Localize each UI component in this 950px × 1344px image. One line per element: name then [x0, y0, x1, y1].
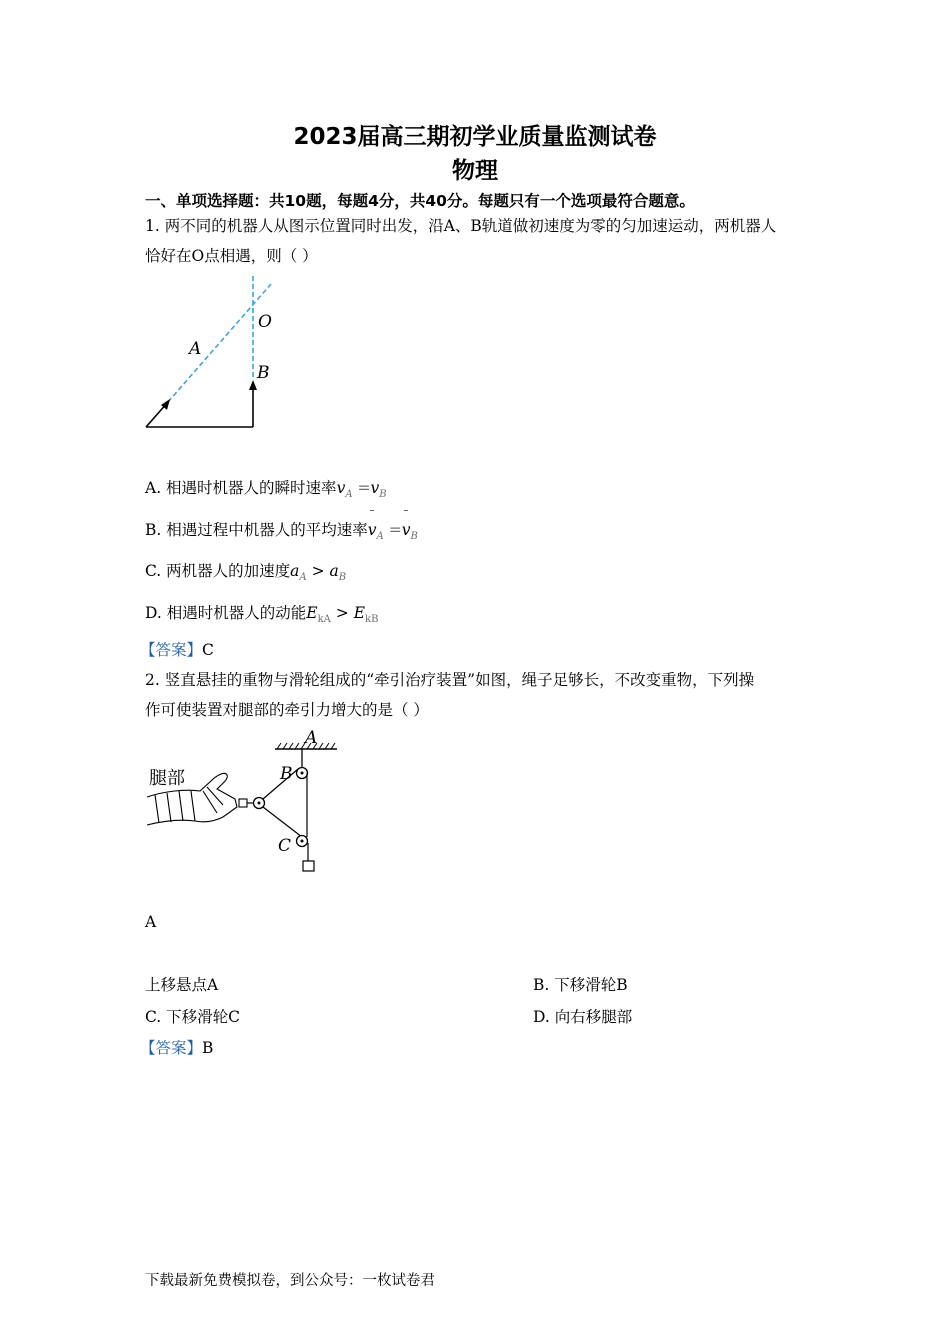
q2-answer [140, 1036, 213, 1058]
q1-option-d-text: D. 相遇时机器人的动能 [145, 604, 307, 622]
q2-option-b[interactable]: B. 下移滑轮B [533, 976, 628, 994]
sub-a: A [345, 489, 353, 500]
sub-b: B [379, 489, 387, 500]
sub-b: B [338, 572, 347, 583]
a-symbol: a [290, 562, 300, 580]
e-symbol: E [353, 604, 366, 622]
q1-answer [140, 638, 214, 660]
weight-icon [303, 861, 314, 871]
q1-option-b[interactable] [145, 518, 418, 540]
q1-option-c[interactable] [145, 559, 346, 581]
q2-option-c[interactable]: C. 下移滑轮C [145, 1008, 241, 1026]
clamp-icon [239, 799, 247, 807]
rope-c [263, 807, 302, 837]
q1-option-a[interactable] [145, 476, 387, 498]
answer-value: B [202, 1039, 214, 1057]
label-leg: 腿部 [149, 768, 185, 789]
answer-label: 【答案】 [140, 1039, 203, 1057]
sub-a: A [299, 572, 307, 583]
greater-sign: > [335, 604, 349, 622]
q1-stem-line1: 1. 两不同的机器人从图示位置同时出发，沿A、B轨道做初速度为零的匀加速运动，两机器人 [145, 217, 777, 235]
label-a: A [305, 728, 318, 748]
greater-sign: > [311, 562, 325, 580]
sub-b: B [410, 531, 418, 542]
label-a: A [189, 339, 202, 359]
exam-title: 2023届高三期初学业质量监测试卷 [293, 124, 657, 150]
q2-stem-line2: 作可使装置对腿部的牵引力增大的是（ ） [145, 701, 429, 719]
sub-ka: kA [317, 614, 331, 625]
q2-option-a-letter[interactable]: A [145, 913, 157, 931]
answer-label: 【答案】 [140, 641, 203, 659]
footer-note: 下载最新免费模拟卷，到公众号：一枚试卷君 [145, 1273, 435, 1289]
sub-a: A [376, 531, 384, 542]
v-symbol: v [336, 479, 346, 497]
label-b: B [280, 764, 293, 784]
subject-title: 物理 [452, 158, 498, 184]
v-bar-symbol: ¯ v [368, 521, 377, 539]
label-b: B [257, 363, 270, 383]
q1-option-c-text: C. 两机器人的加速度 [145, 562, 291, 580]
label-o: O [258, 312, 272, 332]
answer-value: C [202, 641, 214, 659]
v-symbol: v [370, 479, 380, 497]
arrow-b-icon [249, 380, 257, 390]
q2-stem-line1: 2. 竖直悬挂的重物与滑轮组成的“牵引治疗装置”如图，绳子足够长，不改变重物，下列操 [145, 671, 755, 689]
q2-option-a-text[interactable]: 上移悬点A [145, 976, 219, 994]
q1-track-diagram [140, 272, 290, 437]
sub-kb: kB [365, 614, 379, 625]
q1-option-a-text: A. 相遇时机器人的瞬时速率 [145, 479, 337, 497]
section-heading: 一、单项选择题：共10题，每题4分，共40分。每题只有一个选项最符合题意。 [145, 192, 695, 210]
equals-sign: = [388, 521, 402, 539]
equals-sign: = [357, 479, 371, 497]
a-symbol: a [329, 562, 339, 580]
v-bar-symbol: ¯ v [402, 521, 411, 539]
q1-option-d[interactable] [145, 601, 378, 623]
q1-stem-line2: 恰好在O点相遇，则（ ） [145, 247, 318, 265]
e-symbol: E [306, 604, 318, 622]
track-a-dashed [168, 284, 271, 402]
q2-option-d[interactable]: D. 向右移腿部 [533, 1008, 633, 1026]
q1-option-b-text: B. 相遇过程中机器人的平均速率 [145, 521, 368, 539]
label-c: C [278, 836, 292, 856]
q2-traction-diagram [145, 725, 345, 880]
